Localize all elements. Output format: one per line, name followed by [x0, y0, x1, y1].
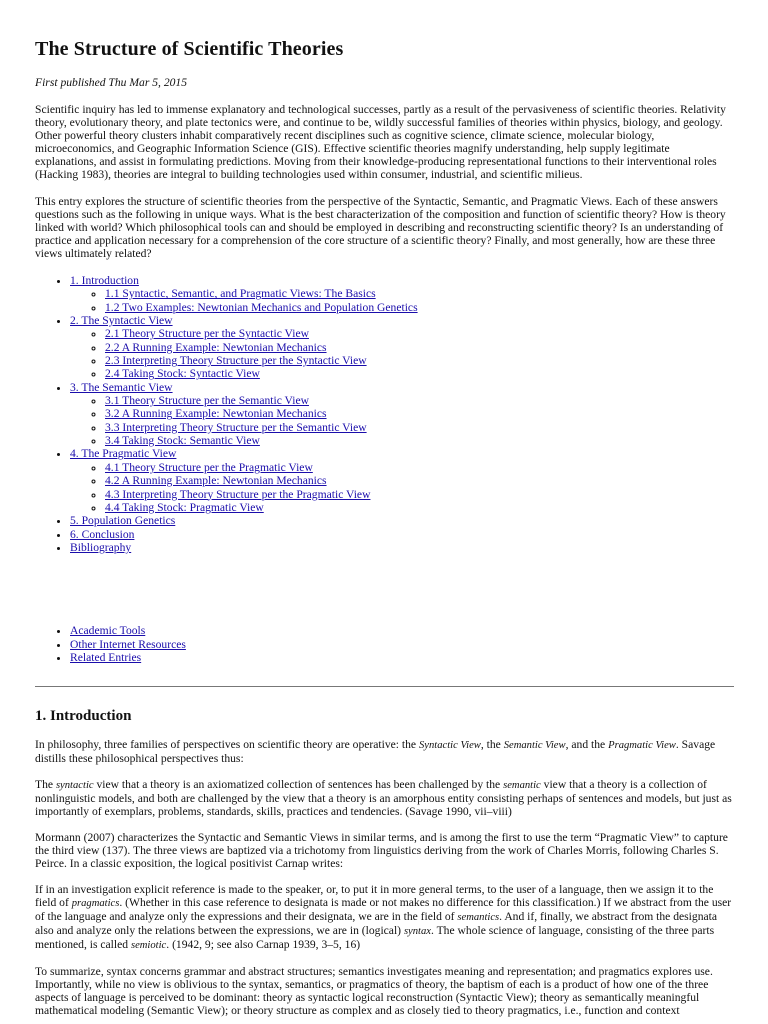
toc-item: [70, 447, 734, 514]
toc-item: [70, 541, 734, 554]
table-of-contents: [35, 274, 734, 554]
toc-item: [70, 381, 734, 448]
term-syntactic-view: Syntactic View: [418, 740, 481, 751]
toc-sublink[interactable]: 4.3 Interpreting Theory Structure per the Pragmatic View: [105, 487, 371, 501]
related-entries-link[interactable]: Related Entries: [70, 651, 142, 665]
toc-sublink[interactable]: 2.1 Theory Structure per the Syntactic View: [105, 327, 309, 341]
preamble-paragraph-1: Scientific inquiry has led to immense explanatory and technological successes, partly as a result of the pervasiveness of scientific theories. Relativity theory, evolutionary theory, and plate tectonics were, and continue to be, wildly successful families of theories within physics, biology, and geology. Other powerful theory clusters inhabit comparatively recent disciplines such as cognitive science, climate science, molecular biology, microeconomics, and Geographic Information Science (GIS). Effective scientific theories magnify understanding, help supply legitimate explanations, and assist in formulating predictions. Moving from their knowledge-producing representational functions to their interventional roles (Hacking 1983), theories are integral to building technologies used within consumer, industrial, and scientific milieus.: [35, 103, 726, 181]
publication-date: First published Thu Mar 5, 2015: [35, 76, 188, 89]
toc-sublist: [70, 394, 734, 447]
toc-subitem: [105, 327, 734, 340]
toc-sublink[interactable]: 4.1 Theory Structure per the Pragmatic View: [105, 460, 313, 474]
toc-link[interactable]: 3. The Semantic View: [70, 380, 173, 394]
term-semantic: semantic: [503, 780, 541, 791]
toc-subitem: [105, 474, 734, 487]
section-heading: 1. Introduction: [35, 708, 132, 724]
article-tools-list: [35, 624, 734, 665]
toc-sublist: [70, 287, 734, 314]
term-semiotic: semiotic: [130, 940, 167, 951]
toc-sublink[interactable]: 3.4 Taking Stock: Semantic View: [105, 434, 260, 448]
tools-list-item: [70, 624, 734, 638]
toc-sublink[interactable]: 3.3 Interpreting Theory Structure per the Semantic View: [105, 420, 367, 434]
toc-subitem: [105, 501, 734, 514]
toc-link[interactable]: 5. Population Genetics: [70, 514, 176, 528]
term-pragmatic-view: Pragmatic View: [608, 740, 676, 751]
term-syntax: syntax: [403, 926, 432, 937]
section-paragraph-2: The syntactic view that a theory is an axiomatized collection of sentences has been challenged by the semantic view that a theory is a collection of nonlinguistic models, and both are challenged by the view that a theory is an amorphous entity consisting perhaps of sentences and models, but just as importantly of exemplars, problems, standards, skills, practices and tendencies. (Savage 1990, vii–viii): [35, 778, 732, 818]
toc-link[interactable]: 4. The Pragmatic View: [70, 447, 177, 461]
section-divider: [35, 686, 734, 687]
toc-sublink[interactable]: 2.3 Interpreting Theory Structure per the Syntactic View: [105, 354, 367, 368]
toc-subitem: [105, 367, 734, 380]
toc-subitem: [105, 394, 734, 407]
section-paragraph-4: If in an investigation explicit reference is made to the speaker, or, to put it in more general terms, to the user of a language, then we assign it to the field of pragmatics. (Whether in this case reference to designata is made or not makes no difference for this classification.) If we abstract from the user of the language and analyze only the expressions and their designata, we are in the field of semantics. And if, finally, we abstract from the designata also and analyze only the relations between the expressions, we are in (logical) syntax. The whole science of language, consisting of the three parts mentioned, is called semiotic. (1942, 9; see also Carnap 1939, 3–5, 16): [35, 883, 732, 951]
toc-item: [70, 314, 734, 381]
toc-sublink[interactable]: 3.2 A Running Example: Newtonian Mechanics: [105, 407, 327, 421]
toc-link[interactable]: 1. Introduction: [70, 274, 139, 287]
academic-tools-link[interactable]: Academic Tools: [70, 624, 146, 638]
toc-subitem: [105, 301, 734, 314]
term-pragmatics: pragmatics: [71, 898, 120, 909]
toc-sublink[interactable]: 2.4 Taking Stock: Syntactic View: [105, 367, 260, 381]
tools-list-item: [70, 651, 734, 665]
tools-list-item: [70, 638, 734, 652]
toc-link[interactable]: 2. The Syntactic View: [70, 314, 173, 328]
toc-subitem: [105, 341, 734, 354]
toc-sublink[interactable]: 4.4 Taking Stock: Pragmatic View: [105, 500, 264, 514]
section-paragraph-3: Mormann (2007) characterizes the Syntactic and Semantic Views in similar terms, and is among the first to use the term “Pragmatic View” to capture the third view (137). The three views are baptized via a trichotomy from linguistics deriving from the work of Charles Morris, following Charles S. Peirce. In a classic exposition, the logical positivist Carnap writes:: [35, 831, 728, 870]
toc-subitem: [105, 461, 734, 474]
toc-link[interactable]: 6. Conclusion: [70, 527, 135, 541]
toc-subitem: [105, 488, 734, 501]
section-introduction: [35, 707, 734, 1017]
toc-subitem: [105, 434, 734, 447]
other-internet-resources-link[interactable]: Other Internet Resources: [70, 637, 186, 651]
toc-item: [70, 514, 734, 527]
toc-subitem: [105, 287, 734, 300]
toc-subitem: [105, 421, 734, 434]
toc-item: [70, 274, 734, 314]
toc-link[interactable]: Bibliography: [70, 540, 132, 554]
section-paragraph-5: To summarize, syntax concerns grammar and abstract structures; semantics investigates meaning and representation; and pragmatics explores use. Importantly, while no view is oblivious to the syntax, semantics, or pragmatics of theory, the baptism of each is a product of how one of the three aspects of language is perceived to be dominant: theory as syntactic logical reconstruction (Syntactic View); theory as semantically meaningful mathematical modeling (Semantic View); or theory structure as complex and as closely tied to theory pragmatics, i.e., function and context: [35, 965, 713, 1017]
preamble-paragraph-2: This entry explores the structure of scientific theories from the perspective of the Syntactic, Semantic, and Pragmatic Views. Each of these answers questions such as the following in unique ways. What is the best characterization of the composition and function of scientific theory? How is theory linked with world? Which philosophical tools can and should be employed in describing and reconstructing scientific theory? Is an understanding of practice and application necessary for a comprehension of the core structure of a scientific theory? Finally, and most generally, how are these three views ultimately related?: [35, 195, 726, 260]
toc-sublink[interactable]: 2.2 A Running Example: Newtonian Mechanics: [105, 340, 327, 354]
toc-sublink[interactable]: 1.1 Syntactic, Semantic, and Pragmatic Views: The Basics: [105, 287, 376, 301]
toc-sublink[interactable]: 4.2 A Running Example: Newtonian Mechanics: [105, 474, 327, 488]
toc-sublist: [70, 327, 734, 380]
toc-sublist: [70, 461, 734, 514]
section-paragraph-1: In philosophy, three families of perspectives on scientific theory are operative: the Syntactic View, the Semantic View, and the Pragmatic View. Savage distills these philosophical perspectives thus:: [35, 738, 716, 765]
term-semantic-view: Semantic View: [503, 740, 566, 751]
toc-sublink[interactable]: 1.2 Two Examples: Newtonian Mechanics and Population Genetics: [105, 300, 418, 314]
toc-subitem: [105, 354, 734, 367]
toc-subitem: [105, 407, 734, 420]
toc-item: [70, 528, 734, 541]
term-semantics: semantics: [457, 912, 500, 923]
toc-sublink[interactable]: 3.1 Theory Structure per the Semantic View: [105, 394, 309, 408]
term-syntactic: syntactic: [55, 780, 94, 791]
article-title: The Structure of Scientific Theories: [35, 38, 344, 60]
